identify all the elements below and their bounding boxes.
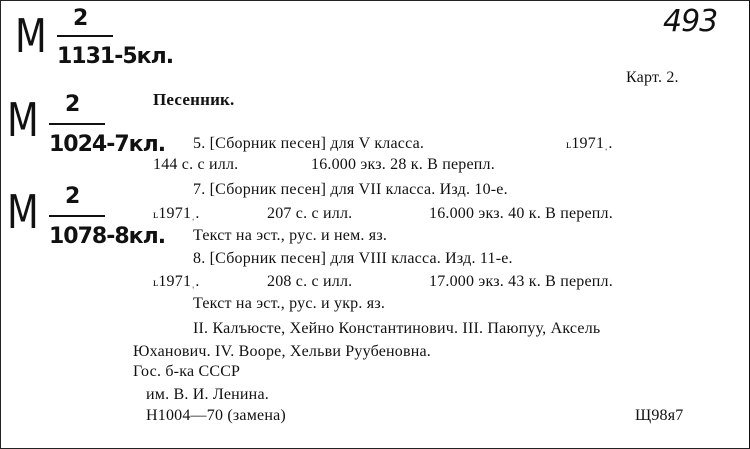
entry-5-year: ʟ1971ˌ. bbox=[566, 135, 613, 152]
entry-8-pages: 208 с. с илл. bbox=[267, 273, 353, 290]
entry-7-copies: 16.000 экз. 40 к. В перепл. bbox=[429, 205, 613, 222]
call-fraction-bar bbox=[49, 215, 105, 217]
call-numerator: 2 bbox=[73, 6, 88, 31]
entry-7-title: 7. [Сборник песен] для VII класса. Изд. 10-е. bbox=[193, 181, 508, 198]
call-letter: М bbox=[7, 185, 38, 239]
call-numerator: 2 bbox=[65, 92, 80, 117]
library-line-2: им. В. И. Ленина. bbox=[146, 386, 269, 403]
entry-8-title: 8. [Сборник песен] для VIII класса. Изд. 11-е. bbox=[193, 250, 513, 267]
call-letter: М bbox=[15, 9, 46, 63]
classification-code: Щ98я7 bbox=[635, 407, 684, 424]
catalog-code: Н1004—70 (замена) bbox=[146, 407, 286, 424]
entry-5-title: 5. [Сборник песен] для V класса. bbox=[193, 135, 425, 152]
entry-8-year: ʟ1971ˌ. bbox=[153, 273, 200, 290]
call-denominator: 1078-8кл. bbox=[49, 224, 166, 249]
entry-7-pages: 207 с. с илл. bbox=[267, 205, 353, 222]
call-letter: М bbox=[7, 93, 38, 147]
library-line-1: Гос. б-ка СССР bbox=[133, 363, 241, 380]
entry-5-copies: 16.000 экз. 28 к. В перепл. bbox=[311, 156, 495, 173]
card-number: 493 bbox=[663, 4, 718, 39]
entry-7-year: ʟ1971ˌ. bbox=[153, 205, 200, 222]
call-fraction-bar bbox=[49, 123, 105, 125]
entry-7-language: Текст на эст., рус. и нем. яз. bbox=[193, 227, 388, 244]
entry-8-language: Текст на эст., рус. и укр. яз. bbox=[193, 295, 386, 312]
call-numerator: 2 bbox=[65, 184, 80, 209]
contributors-line-2: Юханович. IV. Вооре, Хельви Руубеновна. bbox=[133, 343, 432, 360]
card-label: Карт. 2. bbox=[626, 69, 679, 86]
heading: Песенник. bbox=[153, 90, 235, 109]
call-fraction-bar bbox=[57, 35, 113, 37]
call-denominator: 1131-5кл. bbox=[57, 44, 174, 69]
contributors-line-1: II. Калъюсте, Хейно Константинович. III. Паюпуу, Аксель bbox=[193, 320, 601, 337]
entry-5-pages: 144 с. с илл. bbox=[153, 156, 239, 173]
entry-8-copies: 17.000 экз. 43 к. В перепл. bbox=[429, 273, 613, 290]
call-denominator: 1024-7кл. bbox=[49, 132, 166, 157]
